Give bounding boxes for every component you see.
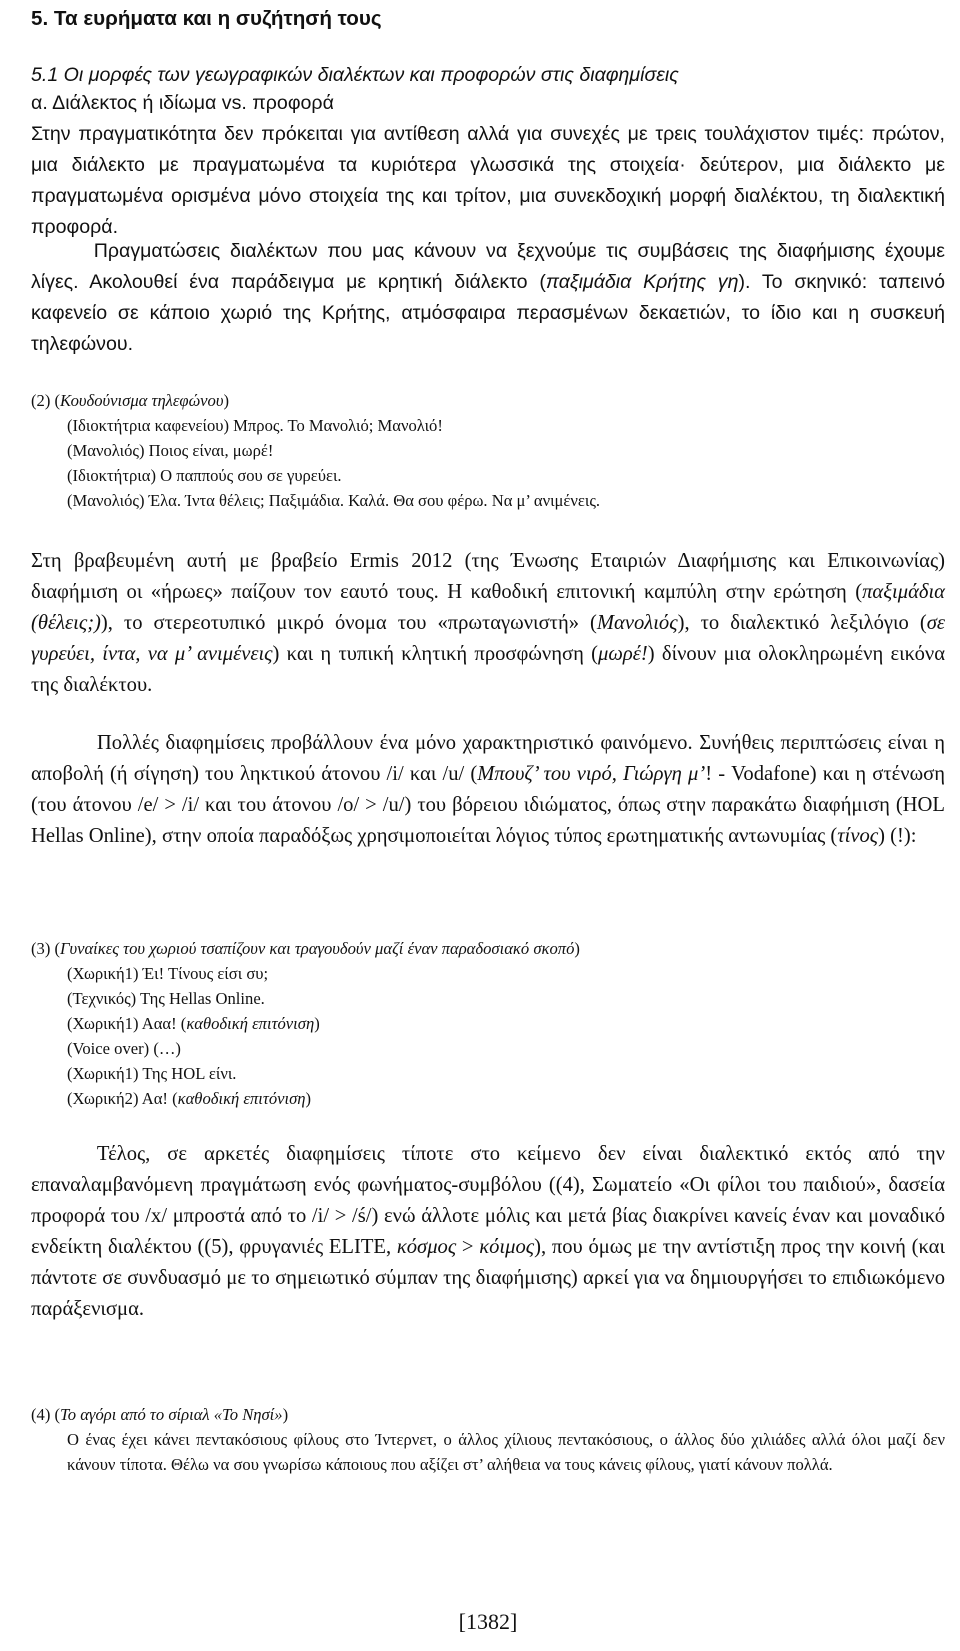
subsection-heading: 5.1 Οι μορφές των γεωγραφικών διαλέκτων και προφορών στις διαφημίσεις [31, 64, 679, 86]
example-3-title: Γυναίκες του χωριού τσαπίζουν και τραγουδούν μαζί έναν παραδοσιακό σκοπό [60, 939, 575, 958]
example-line: (Ιδιοκτήτρια) Ο παππούς σου σε γυρεύει. [67, 466, 342, 485]
example-4-text: Ο ένας έχει κάνει πεντακόσιους φίλους στο Ίντερνετ, ο άλλος χίλιους πεντακόσιους, ο άλλος δύο χιλιάδες αλλά όλοι μαζί δεν κάνουν τίποτα. Θέλω να σου γνωρίσω κάποιους που αξίζει στ’ αλήθεια να τους κάνεις φίλους, γιατί κάνουν πολλά. [67, 1430, 945, 1474]
paragraph-2-text: Πραγματώσεις διαλέκτων που μας κάνουν να ξεχνούμε τις συμβάσεις της διαφήμισης έχουμε λίγες. Ακολουθεί ένα παράδειγμα με κρητική διάλεκτο ( [31, 240, 945, 293]
page-number: [1382] [458, 1609, 518, 1634]
example-3-lines [31, 961, 320, 1111]
example-line: (Τεχνικός) Της Hellas Online. [67, 989, 265, 1008]
example-line: (Voice over) (…) [67, 1039, 181, 1058]
paragraph-2-text-end: ). Το σκηνικό: ταπεινό καφενείο σε κάποιο χωριό της Κρήτης, ατμόσφαιρα περασμένων δεκαετιών, το ίδιο και η συσκευή τηλεφώνου. [31, 271, 946, 355]
example-line: (Χωρική1) Έι! Τίνους είσι συ; [67, 964, 269, 983]
ad-name: παξιμάδια Κρήτης γη [545, 271, 739, 293]
example-4-body [31, 1427, 945, 1477]
paragraph-5: Τέλος, σε αρκετές διαφημίσεις τίποτε στο κείμενο δεν είναι διαλεκτικό εκτός από την επαναλαμβανόμενη πραγμάτωση ενός φωνήματος-συμβόλου ((4), Σωματείο «Οι φίλοι του παιδιού», δασεία προφορά του /x/ μπροστά από το /i/ > /ś/) ενώ άλλοτε μόλις και μετά βίας διακρίνει κανείς έναν και μοναδικό ενδείκτη διαλέκτου ((5), φρυγανιές ELITE, κόσμος > κόιμος), που όμως με την αντίστιξη προς την κοινή (και πάντοτε σε συνδυασμό με το σημειωτικό σύμπαν της διαφήμισης) αρκεί για να δημιουργήσει το επιδιωκόμενο παράξενισμα. [31, 1143, 945, 1320]
example-2-title: Κουδούνισμα τηλεφώνου [60, 391, 224, 410]
example-line: (Χωρική1) Ααα! (καθοδική επιτόνιση) [67, 1014, 320, 1033]
example-line: (Μανολιός) Ποιος είναι, μωρέ! [67, 441, 274, 460]
example-2-lines [31, 413, 600, 513]
example-4-header: (4) (Το αγόρι από το σίριαλ «Το Νησί») [31, 1405, 289, 1424]
paragraph-1: Στην πραγματικότητα δεν πρόκειται για αντίθεση αλλά για συνεχές με τρεις τουλάχιστον τιμές: πρώτον, μια διάλεκτο με πραγματωμένα τα κυριότερα γλωσσικά της στοιχεία· δεύτερον, μια διάλεκτο με πραγματωμένα ορισμένα μόνο στοιχεία της και τρίτον, μια συνεκδοχική μορφή διαλέκτου, τη διαλεκτική προφορά. [31, 123, 945, 238]
paragraph-3: Στη βραβευμένη αυτή με βραβείο Ermis 2012 (της Ένωσης Εταιριών Διαφήμισης και Επικοινωνίας) διαφήμιση οι «ήρωες» παίζουν τον εαυτό τους. Η καθοδική επιτονική καμπύλη στην ερώτηση (παξιμάδια (θέλεις;)), το στερεοτυπικό μικρό όνομα του «πρωταγωνιστή» (Μανολιός), το διαλεκτικό λεξιλόγιο (σε γυρεύει, ίντα, να μ’ ανιμένεις) και η τυπική κλητική προσφώνηση (μωρέ!) δίνουν μια ολοκληρωμένη εικόνα της διαλέκτου. [31, 550, 946, 696]
example-line: (Ιδιοκτήτρια καφενείου) Μπρος. Το Μανολιό; Μανολιό! [67, 416, 443, 435]
example-line: (Μανολιός) Έλα. Ίντα θέλεις; Παξιμάδια. Καλά. Θα σου φέρω. Να μ’ ανιμένεις. [67, 491, 601, 510]
example-line: (Χωρική1) Της HOL είνι. [67, 1064, 237, 1083]
example-3-header: (3) (Γυναίκες του χωριού τσαπίζουν και τραγουδούν μαζί έναν παραδοσιακό σκοπό) [31, 939, 580, 958]
example-4-title: Το αγόρι από το σίριαλ «Το Νησί» [60, 1405, 283, 1424]
section-heading: 5. Τα ευρήματα και η συζήτησή τους [31, 7, 382, 30]
example-line: (Χωρική2) Αα! (καθοδική επιτόνιση) [67, 1089, 312, 1108]
paragraph-4: Πολλές διαφημίσεις προβάλλουν ένα μόνο χαρακτηριστικό φαινόμενο. Συνήθεις περιπτώσεις είναι η αποβολή (ή σίγηση) του ληκτικού άτονου /i/ και /u/ (Μπουζ’ του νιρό, Γιώργη μ’! - Vodafone) και η στένωση (του άτονου /e/ > /i/ και του άτονου /o/ > /u/) του βόρειου ιδιώματος, όπως στην παρακάτω διαφήμιση (HOL Hellas Online), στην οποία παραδόξως χρησιμοποιείται λόγιος τύπος ερωτηματικής αντωνυμίας (τίνος) (!): [31, 732, 945, 847]
paragraph-2 [31, 236, 945, 360]
example-2-header: (2) (Κουδούνισμα τηλεφώνου) [31, 391, 229, 410]
item-a-heading: α. Διάλεκτος ή ιδίωμα vs. προφορά [31, 92, 334, 114]
